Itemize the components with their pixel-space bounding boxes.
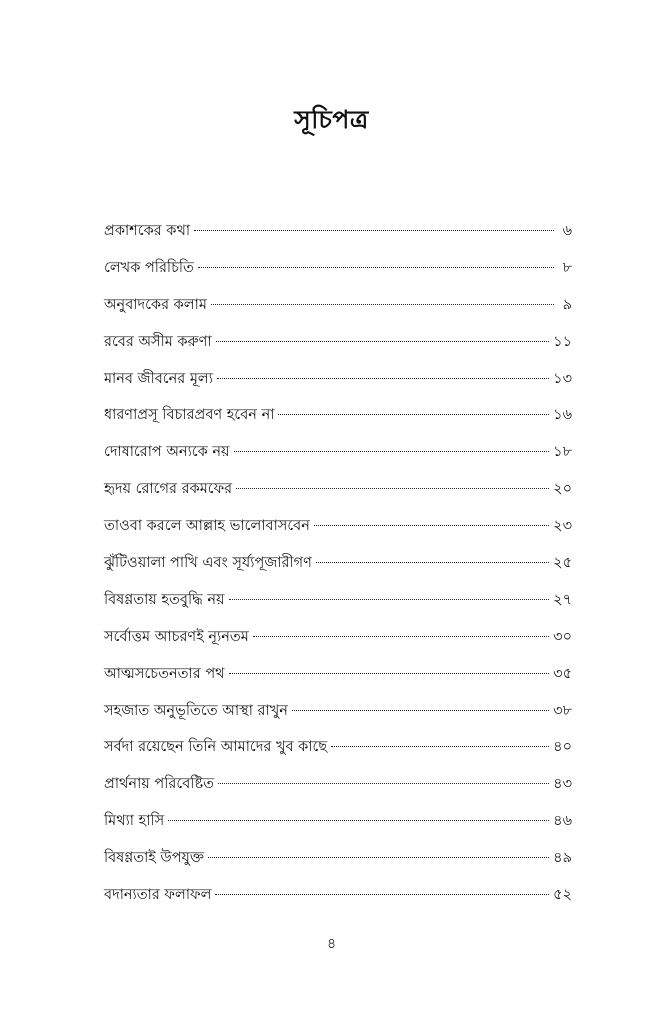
toc-entry-label: দোষারোপ অন্যকে নয় xyxy=(104,444,230,461)
toc-entry xyxy=(104,693,572,730)
toc-entry xyxy=(104,766,572,803)
toc-entry xyxy=(104,471,572,508)
toc-entry-label: আত্মসচেতনতার পথ xyxy=(104,665,225,682)
toc-entry-label: লেখক পরিচিতি xyxy=(104,259,194,276)
dot-leader xyxy=(234,450,550,452)
dot-leader xyxy=(229,598,550,600)
dot-leader xyxy=(211,303,554,305)
toc-entry xyxy=(104,803,572,840)
toc-entry-label: তাওবা করলে আল্লাহ ভালোবাসবেন xyxy=(104,518,310,535)
dot-leader xyxy=(292,709,549,711)
dot-leader xyxy=(217,377,549,379)
dot-leader xyxy=(314,524,549,526)
dot-leader xyxy=(218,782,549,784)
toc-entry xyxy=(104,324,572,361)
dot-leader xyxy=(208,856,549,858)
toc-entry-label: বিষণ্ণতাই উপযুক্ত xyxy=(104,850,204,867)
dot-leader xyxy=(236,487,549,489)
toc-entry-page: ১৬ xyxy=(553,407,572,424)
page-number: ৪ xyxy=(326,936,337,952)
toc-entry xyxy=(104,619,572,656)
toc-entry-label: মিথ্যা হাসি xyxy=(104,813,165,830)
toc-entry-page: ৫২ xyxy=(553,887,572,904)
toc-entry-page: ১৩ xyxy=(553,370,572,387)
page-title: সূচিপত্র xyxy=(294,105,369,134)
toc-entry-page: ৩০ xyxy=(553,628,572,645)
toc-entry-page: ১৮ xyxy=(553,444,572,461)
toc-entry-page: ৩৫ xyxy=(553,665,572,682)
toc-entry xyxy=(104,582,572,619)
toc-entry xyxy=(104,877,572,914)
toc-entry xyxy=(104,508,572,545)
toc-entry-page: ২৩ xyxy=(553,518,572,535)
toc-entry xyxy=(104,434,572,471)
toc-entry-label: রবের অসীম করুণা xyxy=(104,333,212,350)
toc-entry xyxy=(104,656,572,693)
dot-leader xyxy=(331,745,549,747)
toc-entry-label: ঝুঁটিওয়ালা পাখি এবং সূর্য্যপূজারীগণ xyxy=(104,555,312,572)
toc-entry-label: সর্বদা রয়েছেন তিনি আমাদের খুব কাছে xyxy=(104,739,328,756)
dot-leader xyxy=(215,893,549,895)
toc-entry-page: ২৭ xyxy=(553,591,572,608)
toc-entry-label: সহজাত অনুভূতিতে আস্থা রাখুন xyxy=(104,702,288,719)
toc-entry-label: সর্বোত্তম আচরণই ন্যূনতম xyxy=(104,628,249,645)
toc-entry-page: ৪৩ xyxy=(553,776,572,793)
toc-entry-page: ১১ xyxy=(553,333,572,350)
toc-entry-page: ২৫ xyxy=(553,555,572,572)
toc-entry-page: ২০ xyxy=(553,481,572,498)
toc-entry-page: ৮ xyxy=(562,259,572,276)
toc-entry xyxy=(104,361,572,398)
toc-entry xyxy=(104,213,572,250)
toc-entry-page: ৪৯ xyxy=(553,850,572,867)
dot-leader xyxy=(198,266,554,268)
toc-entry-label: মানব জীবনের মূল্য xyxy=(104,370,213,387)
toc-entry-label: প্রার্থনায় পরিবেষ্টিত xyxy=(104,776,215,793)
toc-entry-page: ৪০ xyxy=(553,739,572,756)
toc-entry-label: বিষণ্ণতায় হতবুদ্ধি নয় xyxy=(104,591,225,608)
toc-entry xyxy=(104,729,572,766)
toc-entry xyxy=(104,250,572,287)
table-of-contents xyxy=(104,213,572,914)
toc-entry-page: ৬ xyxy=(562,223,572,239)
toc-entry-page: ৪৬ xyxy=(553,813,572,830)
dot-leader xyxy=(168,819,549,821)
toc-entry-label: বদান্যতার ফলাফল xyxy=(104,887,212,904)
toc-entry-label: ধারণাপ্রসূ বিচারপ্রবণ হবেন না xyxy=(104,407,275,424)
dot-leader xyxy=(278,413,549,415)
dot-leader xyxy=(253,635,549,637)
toc-entry-label: প্রকাশকের কথা xyxy=(104,223,191,239)
toc-entry xyxy=(104,397,572,434)
dot-leader xyxy=(194,229,554,231)
toc-entry xyxy=(104,287,572,324)
dot-leader xyxy=(216,340,550,342)
toc-entry-label: অনুবাদকের কলাম xyxy=(104,296,207,313)
toc-entry-page: ৯ xyxy=(562,296,572,313)
toc-entry-label: হৃদয় রোগের রকমফের xyxy=(104,481,233,498)
toc-entry xyxy=(104,840,572,877)
dot-leader xyxy=(316,561,549,563)
toc-entry-page: ৩৮ xyxy=(553,702,572,719)
dot-leader xyxy=(229,672,550,674)
toc-entry xyxy=(104,545,572,582)
